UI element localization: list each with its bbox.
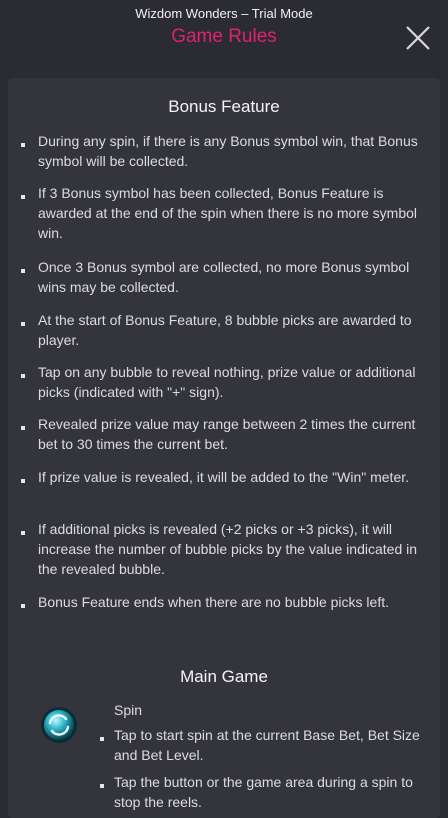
bullet-icon [21, 531, 25, 535]
list-item: At the start of Bonus Feature, 8 bubble picks are awarded to player. [38, 310, 418, 350]
bullet-icon [21, 322, 25, 326]
list-item: Once 3 Bonus symbol are collected, no more Bonus symbol wins may be collected. [38, 257, 418, 297]
top-bar [0, 0, 448, 78]
spin-button-icon [40, 706, 78, 744]
list-item: Bonus Feature ends when there are no bubble picks left. [38, 592, 418, 612]
bullet-icon [100, 784, 104, 788]
list-item: During any spin, if there is any Bonus symbol win, that Bonus symbol will be collected. [38, 131, 418, 171]
list-item: Tap to start spin at the current Base Bet, Bet Size and Bet Level. [114, 725, 424, 765]
bonus-feature-title: Bonus Feature [168, 97, 280, 116]
spin-label: Spin [114, 702, 143, 718]
bullet-icon [21, 195, 25, 199]
list-item: If additional picks is revealed (+2 picks or +3 picks), it will increase the number of bubble picks by the value indicated in the revealed bubble. [38, 519, 418, 579]
close-icon [404, 24, 432, 52]
list-item: Tap on any bubble to reveal nothing, prize value or additional picks (indicated with "+" sign). [38, 362, 418, 402]
bullet-icon [21, 426, 25, 430]
bullet-icon [21, 604, 25, 608]
bullet-icon [21, 143, 25, 147]
bullet-icon [21, 374, 25, 378]
main-game-title: Main Game [180, 667, 268, 686]
list-item: Tap the button or the game area during a spin to stop the reels. [114, 772, 424, 812]
bullet-icon [100, 737, 104, 741]
list-item: If prize value is revealed, it will be added to the "Win" meter. [38, 467, 418, 487]
list-item: If 3 Bonus symbol has been collected, Bonus Feature is awarded at the end of the spin when there is no more symbol win. [38, 183, 418, 243]
bullet-icon [21, 269, 25, 273]
app-title: Wizdom Wonders – Trial Mode [135, 6, 313, 21]
list-item: Revealed prize value may range between 2 times the current bet to 30 times the current bet. [38, 414, 418, 454]
bullet-icon [21, 479, 25, 483]
page-title: Game Rules [171, 26, 277, 47]
close-button[interactable] [404, 24, 432, 52]
